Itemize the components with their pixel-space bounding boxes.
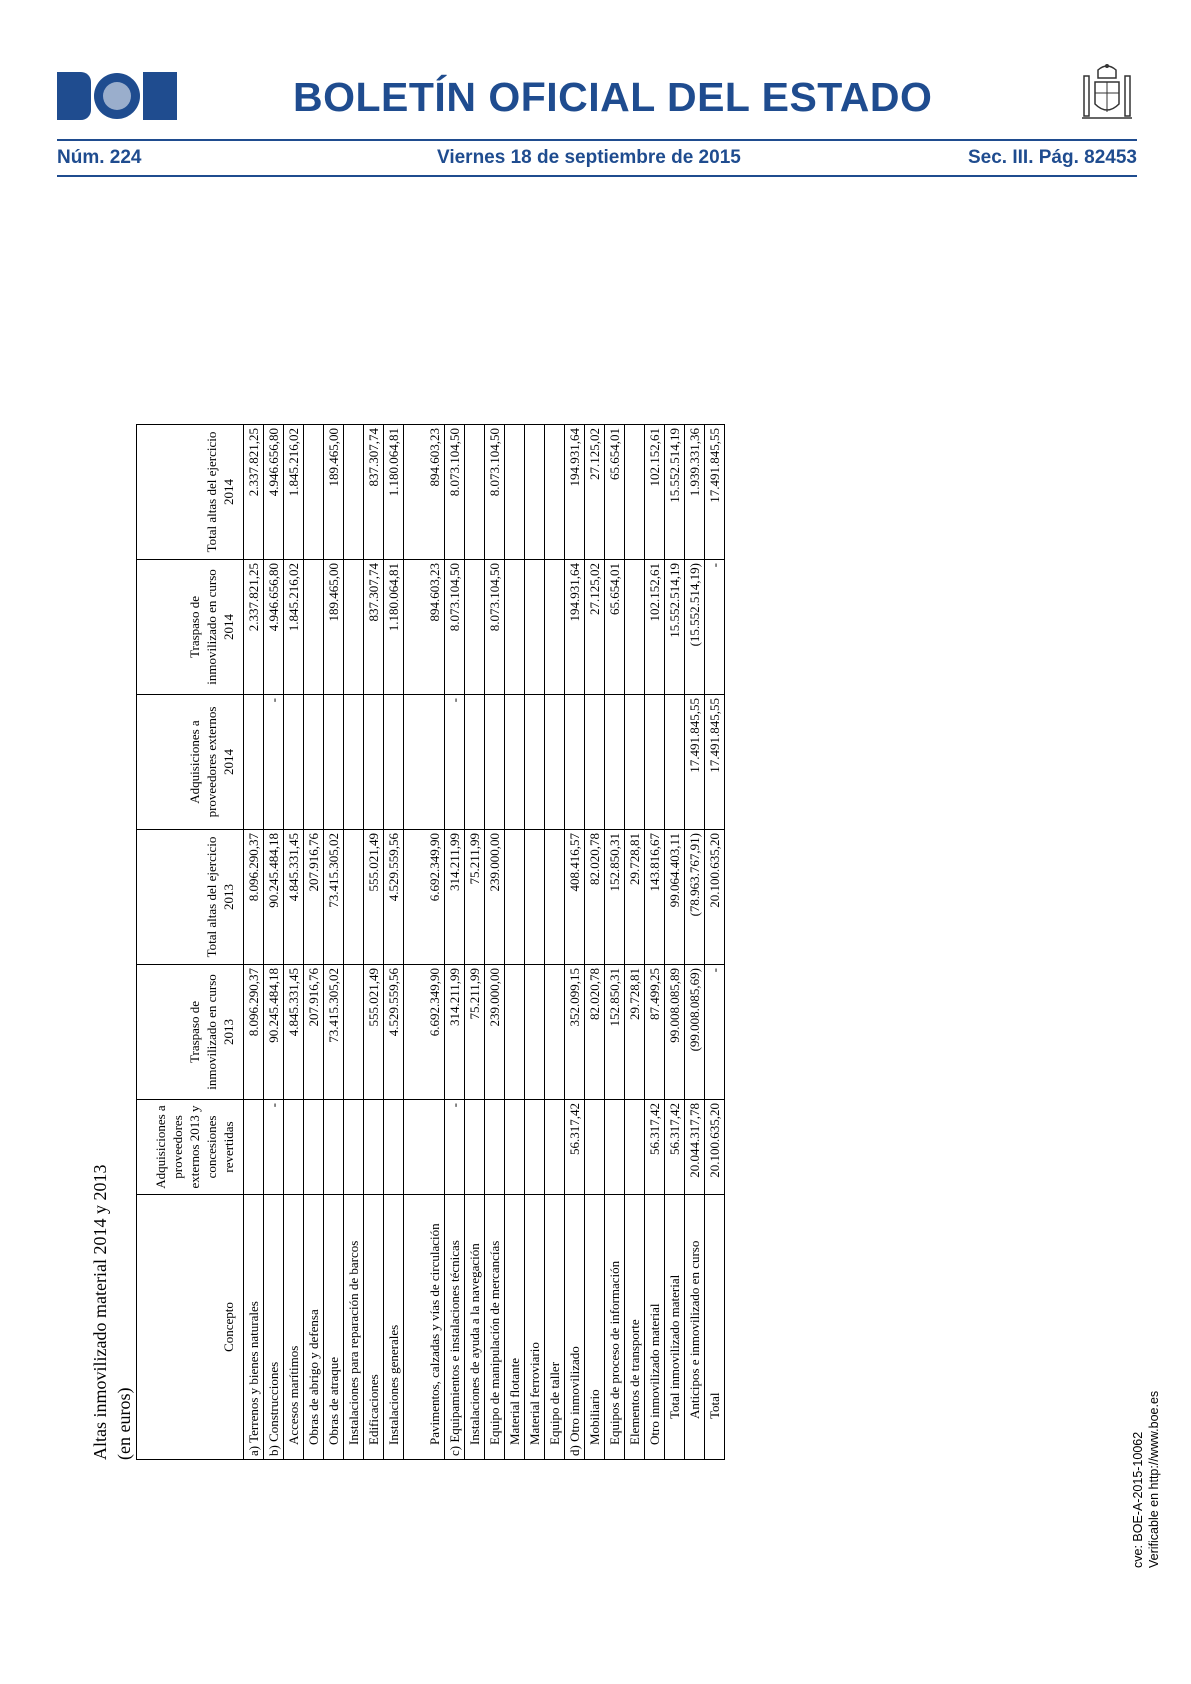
cell-c6 (525, 425, 545, 560)
table-row (364, 425, 384, 1460)
cell-c3: 143.816,67 (645, 830, 665, 965)
table-caption (88, 1165, 136, 1460)
cell-c2: 75.211,99 (465, 965, 485, 1100)
cell-c1 (404, 1100, 445, 1195)
cell-c4 (384, 695, 404, 830)
cell-c3: 82.020,78 (585, 830, 605, 965)
cell-c6 (545, 425, 565, 560)
cell-c6: 15.552.514,19 (665, 425, 685, 560)
table-row (304, 425, 324, 1460)
cell-c5: 65.654,01 (605, 560, 625, 695)
section-page: Sec. III. Pág. 82453 (968, 147, 1137, 168)
cell-c3 (545, 830, 565, 965)
cell-c5: 8.073.104,50 (485, 560, 505, 695)
cell-c5 (304, 560, 324, 695)
cell-c1 (304, 1100, 324, 1195)
cve-code: cve: BOE-A-2015-10062 (1131, 1431, 1145, 1568)
cell-c1: 56.317,42 (665, 1100, 685, 1195)
cell-c3: 152.850,31 (605, 830, 625, 965)
cell-c5: 1.180.064,81 (384, 560, 404, 695)
cell-c4: 17.491.845,55 (705, 695, 725, 830)
table-row (585, 425, 605, 1460)
cell-c2 (344, 965, 364, 1100)
cell-c6: 189.465,00 (324, 425, 344, 560)
cell-c4: - (445, 695, 465, 830)
cell-c2: 207.916,76 (304, 965, 324, 1100)
cell-c6 (344, 425, 364, 560)
cell-c3: 99.064.403,11 (665, 830, 685, 965)
row-label: a) Terrenos y bienes naturales (244, 1195, 264, 1460)
cell-c4 (304, 695, 324, 830)
cell-c5: 27.125,02 (585, 560, 605, 695)
cell-c6: 194.931,64 (565, 425, 585, 560)
cell-c5 (344, 560, 364, 695)
row-label: Mobiliario (585, 1195, 605, 1460)
cell-c4: 17.491.845,55 (685, 695, 705, 830)
cell-c4 (324, 695, 344, 830)
cell-c1 (465, 1100, 485, 1195)
cell-c2: 4.529.559,56 (384, 965, 404, 1100)
table-row (264, 425, 284, 1460)
cell-c4 (525, 695, 545, 830)
cell-c6 (625, 425, 645, 560)
cell-c4 (645, 695, 665, 830)
row-label: Total (705, 1195, 725, 1460)
row-label: Anticipos e inmovilizado en curso (685, 1195, 705, 1460)
cell-c4 (545, 695, 565, 830)
cell-c6: 8.073.104,50 (485, 425, 505, 560)
row-label: Elementos de transporte (625, 1195, 645, 1460)
cell-c2 (505, 965, 525, 1100)
header-rule-bottom (57, 175, 1137, 177)
header-traspaso-2014: Traspaso de inmovilizado en curso 2014 (137, 560, 244, 695)
header-adquisiciones-2014: Adquisiciones a proveedores externos 2014 (137, 695, 244, 830)
cell-c6: 1.180.064,81 (384, 425, 404, 560)
row-label: Obras de abrigo y defensa (304, 1195, 324, 1460)
cell-c2: 239.000,00 (485, 965, 505, 1100)
table-row (465, 425, 485, 1460)
row-label: Total inmovilizado material (665, 1195, 685, 1460)
verify-link[interactable]: Verificable en http://www.boe.es (1147, 1390, 1161, 1568)
cell-c3: 207.916,76 (304, 830, 324, 965)
cell-c5: 194.931,64 (565, 560, 585, 695)
cell-c1: 56.317,42 (645, 1100, 665, 1195)
cell-c1 (344, 1100, 364, 1195)
row-label: Instalaciones para reparación de barcos (344, 1195, 364, 1460)
row-label: Instalaciones generales (384, 1195, 404, 1460)
cell-c6: 837.307,74 (364, 425, 384, 560)
cell-c1 (324, 1100, 344, 1195)
cell-c3: 555.021,49 (364, 830, 384, 965)
cell-c3: (78.963.767,91) (685, 830, 705, 965)
cell-c1: - (445, 1100, 465, 1195)
logo-seal-icon (94, 73, 140, 119)
cell-c2: 73.415.305,02 (324, 965, 344, 1100)
row-label: Pavimentos, calzadas y vías de circulación (404, 1195, 445, 1460)
caption-units: (en euros) (114, 1387, 134, 1460)
cell-c2: 152.850,31 (605, 965, 625, 1100)
cell-c5 (545, 560, 565, 695)
row-label: Obras de atraque (324, 1195, 344, 1460)
row-label: Equipos de proceso de información (605, 1195, 625, 1460)
row-label: Material ferroviario (525, 1195, 545, 1460)
table-row (284, 425, 304, 1460)
cell-c4 (465, 695, 485, 830)
table-row (404, 425, 445, 1460)
cell-c1 (545, 1100, 565, 1195)
cell-c2: 352.099,15 (565, 965, 585, 1100)
table-row (605, 425, 625, 1460)
cell-c3 (344, 830, 364, 965)
header-rule-top (57, 139, 1137, 141)
cell-c5 (465, 560, 485, 695)
cell-c4 (665, 695, 685, 830)
cell-c6: 65.654,01 (605, 425, 625, 560)
table-row (685, 425, 705, 1460)
row-label: b) Construcciones (264, 1195, 284, 1460)
cell-c1 (284, 1100, 304, 1195)
coat-of-arms-icon (1078, 62, 1136, 126)
row-label: Material flotante (505, 1195, 525, 1460)
issue-number: Núm. 224 (57, 147, 142, 168)
table-row (665, 425, 685, 1460)
cell-c1: 20.044.317,78 (685, 1100, 705, 1195)
cell-c5: 189.465,00 (324, 560, 344, 695)
table-row (324, 425, 344, 1460)
cell-c2: 82.020,78 (585, 965, 605, 1100)
cell-c3: 29.728,81 (625, 830, 645, 965)
row-label: d) Otro inmovilizado (565, 1195, 585, 1460)
header-adquisiciones-2013: Adquisiciones a proveedores externos 2013 y concesiones revertidas (137, 1100, 244, 1195)
header-total-2014: Total altas del ejercicio 2014 (137, 425, 244, 560)
table-row (384, 425, 404, 1460)
cell-c5: 102.152,61 (645, 560, 665, 695)
cell-c1: - (264, 1100, 284, 1195)
table-row (705, 425, 725, 1460)
cell-c5: 15.552.514,19 (665, 560, 685, 695)
cell-c5: 8.073.104,50 (445, 560, 465, 695)
cell-c1 (525, 1100, 545, 1195)
cell-c6: 894.603,23 (404, 425, 445, 560)
cell-c4: - (264, 695, 284, 830)
cell-c6: 1.845.216,02 (284, 425, 304, 560)
cell-c1 (605, 1100, 625, 1195)
cell-c5: 837.307,74 (364, 560, 384, 695)
issue-date: Viernes 18 de septiembre de 2015 (437, 147, 741, 168)
cell-c1 (505, 1100, 525, 1195)
cell-c4 (485, 695, 505, 830)
table-row (244, 425, 264, 1460)
cell-c2: 6.692.349,90 (404, 965, 445, 1100)
cell-c4 (284, 695, 304, 830)
cell-c3 (525, 830, 545, 965)
fixed-assets-table (136, 424, 725, 1460)
row-label: Equipo de manipulación de mercancías (485, 1195, 505, 1460)
header-traspaso-2013: Traspaso de inmovilizado en curso 2013 (137, 965, 244, 1100)
cell-c3: 239.000,00 (485, 830, 505, 965)
cell-c6 (465, 425, 485, 560)
header-total-2013: Total altas del ejercicio 2013 (137, 830, 244, 965)
cell-c5: 1.845.216,02 (284, 560, 304, 695)
cell-c4 (244, 695, 264, 830)
cell-c1: 20.100.635,20 (705, 1100, 725, 1195)
cell-c2: 90.245.484,18 (264, 965, 284, 1100)
cell-c6: 27.125,02 (585, 425, 605, 560)
cell-c2: - (705, 965, 725, 1100)
cell-c5: 894.603,23 (404, 560, 445, 695)
table-row (525, 425, 545, 1460)
cell-c4 (404, 695, 445, 830)
cell-c2: 87.499,25 (645, 965, 665, 1100)
cell-c6: 8.073.104,50 (445, 425, 465, 560)
cell-c2: 8.096.290,37 (244, 965, 264, 1100)
cell-c1 (364, 1100, 384, 1195)
cell-c6: 17.491.845,55 (705, 425, 725, 560)
cell-c6 (505, 425, 525, 560)
cell-c5 (625, 560, 645, 695)
page-title: BOLETÍN OFICIAL DEL ESTADO (293, 74, 933, 120)
row-label: Edificaciones (364, 1195, 384, 1460)
cell-c1 (485, 1100, 505, 1195)
boe-logo (57, 72, 179, 120)
cell-c3: 73.415.305,02 (324, 830, 344, 965)
table-row (625, 425, 645, 1460)
logo-block-b (57, 72, 91, 120)
cell-c5 (505, 560, 525, 695)
cell-c1 (244, 1100, 264, 1195)
cell-c4 (364, 695, 384, 830)
cell-c3: 8.096.290,37 (244, 830, 264, 965)
cve-footer (1130, 1391, 1162, 1568)
logo-block-e (143, 72, 177, 120)
cell-c5 (525, 560, 545, 695)
cell-c5: - (705, 560, 725, 695)
cell-c5: 2.337.821,25 (244, 560, 264, 695)
row-label: Otro inmovilizado material (645, 1195, 665, 1460)
table-body (244, 425, 725, 1460)
row-label: Accesos marítimos (284, 1195, 304, 1460)
cell-c2: (99.008.085,69) (685, 965, 705, 1100)
cell-c4 (505, 695, 525, 830)
cell-c1 (585, 1100, 605, 1195)
table-header-row (137, 425, 244, 1460)
cell-c6: 4.946.656,80 (264, 425, 284, 560)
cell-c6: 1.939.331,36 (685, 425, 705, 560)
cell-c4 (565, 695, 585, 830)
table-row (445, 425, 465, 1460)
cell-c3: 6.692.349,90 (404, 830, 445, 965)
cell-c4 (625, 695, 645, 830)
cell-c5: 4.946.656,80 (264, 560, 284, 695)
header-concepto: Concepto (137, 1195, 244, 1460)
table-row (505, 425, 525, 1460)
table-row (565, 425, 585, 1460)
table-row (344, 425, 364, 1460)
cell-c3: 408.416,57 (565, 830, 585, 965)
table-row (545, 425, 565, 1460)
cell-c4 (585, 695, 605, 830)
caption-title: Altas inmovilizado material 2014 y 2013 (90, 1164, 110, 1460)
cell-c6: 2.337.821,25 (244, 425, 264, 560)
rotated-table-block (88, 320, 768, 1460)
cell-c3: 4.845.331,45 (284, 830, 304, 965)
cell-c3: 20.100.635,20 (705, 830, 725, 965)
cell-c6: 102.152,61 (645, 425, 665, 560)
cell-c3 (505, 830, 525, 965)
cell-c4 (344, 695, 364, 830)
cell-c5: (15.552.514,19) (685, 560, 705, 695)
row-label: c) Equipamientos e instalaciones técnicas (445, 1195, 465, 1460)
cell-c3: 75.211,99 (465, 830, 485, 965)
cell-c2 (525, 965, 545, 1100)
row-label: Equipo de taller (545, 1195, 565, 1460)
cell-c1 (625, 1100, 645, 1195)
cell-c2: 29.728,81 (625, 965, 645, 1100)
cell-c6 (304, 425, 324, 560)
cell-c3: 90.245.484,18 (264, 830, 284, 965)
cell-c2: 555.021,49 (364, 965, 384, 1100)
table-row (485, 425, 505, 1460)
cell-c4 (605, 695, 625, 830)
cell-c3: 4.529.559,56 (384, 830, 404, 965)
row-label: Instalaciones de ayuda a la navegación (465, 1195, 485, 1460)
table-row (645, 425, 665, 1460)
cell-c2: 4.845.331,45 (284, 965, 304, 1100)
cell-c2 (545, 965, 565, 1100)
cell-c3: 314.211,99 (445, 830, 465, 965)
cell-c1: 56.317,42 (565, 1100, 585, 1195)
cell-c2: 99.008.085,89 (665, 965, 685, 1100)
cell-c1 (384, 1100, 404, 1195)
cell-c2: 314.211,99 (445, 965, 465, 1100)
